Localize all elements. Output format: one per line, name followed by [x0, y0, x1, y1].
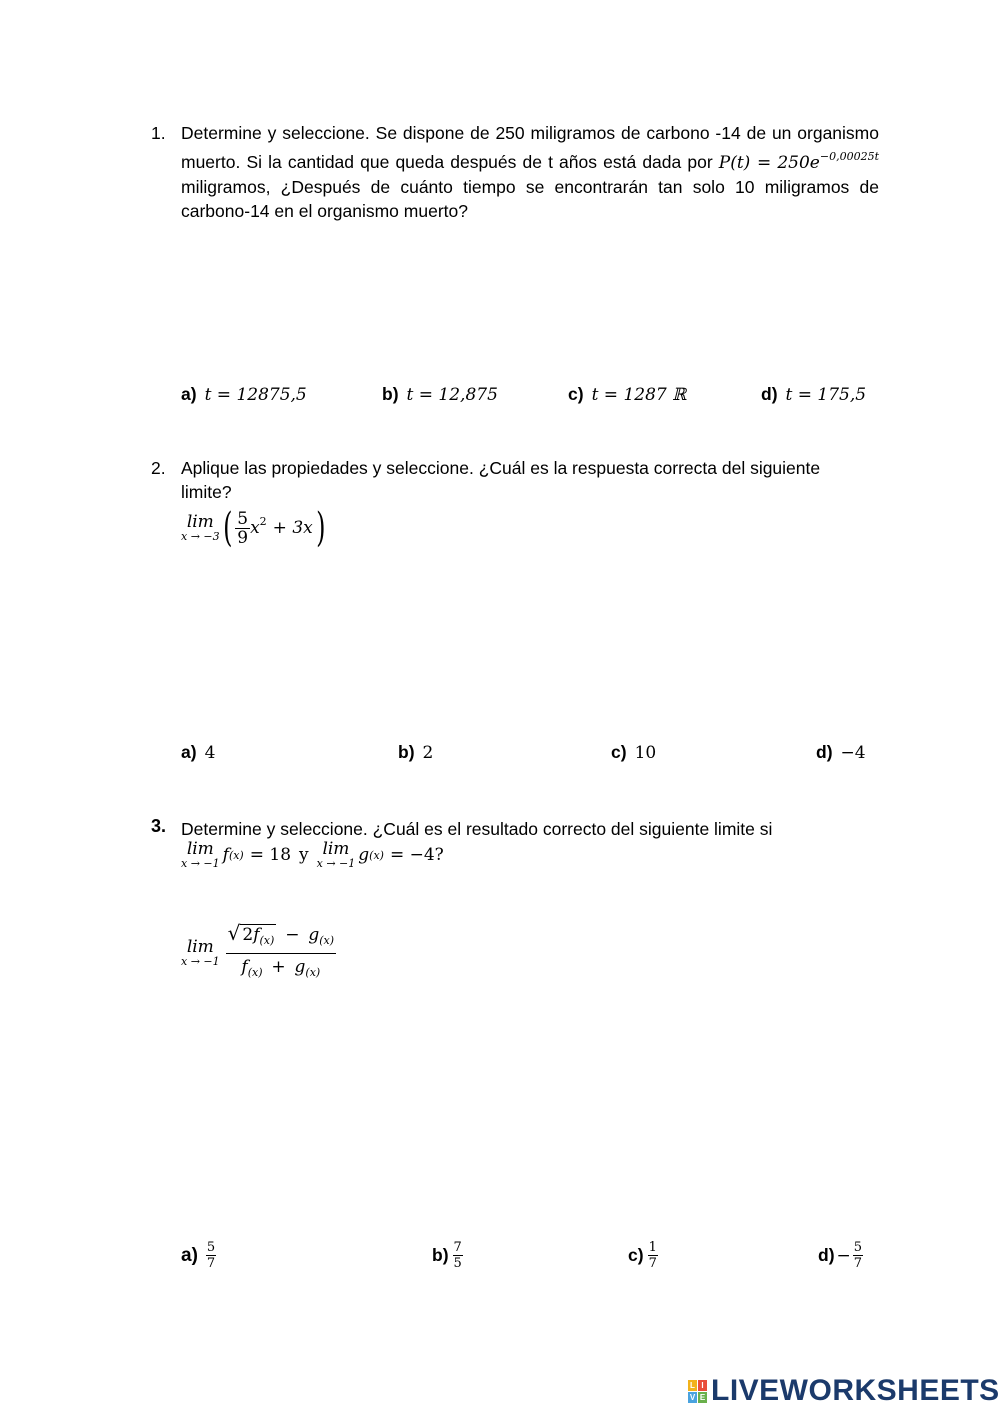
- q3-option-b[interactable]: b) 7 5: [432, 1240, 462, 1271]
- q3-limit-expression: [181, 921, 336, 982]
- q1-option-d[interactable]: d) t = 175,5: [761, 384, 867, 405]
- q2-number: 2.: [151, 458, 166, 478]
- q1-text: [181, 121, 879, 223]
- q3-conditions: lim x → −1 f (x) = 18 y lim x → −1 g (x) = −4?: [181, 839, 444, 870]
- q2-right-paren: ): [315, 505, 326, 551]
- q3-main-lim: lim x → −1: [181, 937, 220, 968]
- logo-text: LIVEWORKSHEETS: [711, 1374, 1000, 1407]
- liveworksheets-logo: [688, 1374, 1000, 1408]
- q1-option-a[interactable]: a) t = 12875,5: [181, 384, 307, 405]
- q2-limit-expression: [181, 505, 328, 551]
- q1-formula-exp: −0,00025t: [819, 150, 879, 163]
- q2-option-c[interactable]: c) 10: [611, 742, 657, 763]
- sqrt-icon: √: [227, 921, 241, 945]
- q2-power: 2: [259, 514, 267, 528]
- q3-text: Determine y seleccione. ¿Cuál es el resultado correcto del siguiente limite si: [181, 819, 773, 839]
- q1-formula-base: 250e: [777, 153, 820, 173]
- q1-text-b: miligramos, ¿Después de cuánto tiempo se encontrarán tan solo 10 miligramos de carbono-14 en el organismo muerto?: [181, 177, 879, 221]
- q2-fraction: $\frac{5}{9}$: [237, 508, 249, 548]
- q3-option-d[interactable]: d) − $\frac{5}{7}$: [818, 1240, 863, 1271]
- q2-left-paren: (: [222, 505, 233, 551]
- q1-formula-lhs: P(t) =: [718, 153, 772, 173]
- q3-option-a[interactable]: a) 5 7: [181, 1240, 216, 1271]
- q2-x: x: [250, 518, 260, 538]
- logo-tiles-icon: L I V E: [689, 1380, 706, 1402]
- q2-rest: + 3x: [272, 518, 313, 538]
- q3-main-fraction: $\frac{√ 2f_{(x)} - g_{(x)}}{f_{(x)} + g_{(x)}}$: [227, 921, 334, 979]
- q3-cond2-lim: lim x → −1: [316, 839, 356, 870]
- q2-text: Aplique las propiedades y seleccione. ¿Cuál es la respuesta correcta del siguiente limite?: [181, 458, 821, 502]
- q3-cond1-lim: lim x → −1: [181, 839, 220, 870]
- q2-option-d[interactable]: d) −4: [816, 742, 866, 763]
- q1-number: 1.: [151, 123, 166, 143]
- q2-lim: lim x → −3: [181, 512, 220, 543]
- q3-number: 3.: [151, 816, 167, 836]
- q1-text-a: Determine y seleccione. Se dispone de 250 miligramos de carbono -14 de un organismo muerto. Si la cantidad que queda después de t años está dada por: [181, 123, 879, 172]
- q1-option-b[interactable]: b) t = 12,875: [382, 384, 498, 405]
- q3-option-c[interactable]: c) 1 7: [628, 1240, 657, 1271]
- q1-option-c[interactable]: c) t = 1287 ℝ: [568, 384, 687, 405]
- q2-option-a[interactable]: a) 4: [181, 742, 216, 763]
- q2-option-b[interactable]: b) 2: [398, 742, 434, 763]
